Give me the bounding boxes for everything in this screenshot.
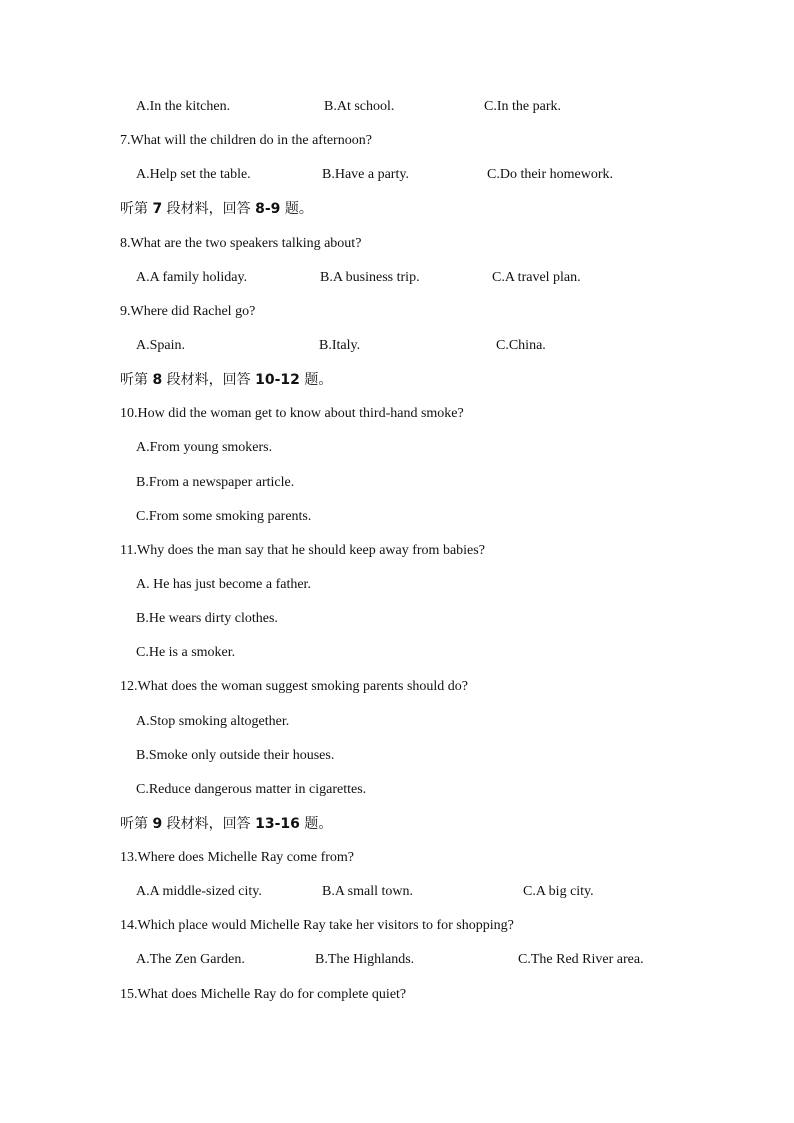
q13-option-b: B.A small town.: [322, 884, 414, 899]
question-12: 12.What does the woman suggest smoking parents should do?: [120, 679, 469, 694]
q14-option-c: C.The Red River area.: [518, 952, 644, 967]
q12-option-a: A.Stop smoking altogether.: [136, 714, 290, 729]
question-8: 8.What are the two speakers talking about?: [120, 236, 362, 251]
section-header-9: 听第 9 段材料，回答 13-16 题。: [120, 816, 333, 832]
q8-option-a: A.A family holiday.: [136, 270, 248, 285]
q6-option-b: B.At school.: [324, 99, 395, 114]
q13-option-c: C.A big city.: [523, 884, 594, 899]
q7-option-c: C.Do their homework.: [487, 167, 613, 182]
q6-option-a: A.In the kitchen.: [136, 99, 231, 114]
question-9: 9.Where did Rachel go?: [120, 304, 256, 319]
q10-option-b: B.From a newspaper article.: [136, 475, 295, 490]
q10-option-a: A.From young smokers.: [136, 440, 273, 455]
q7-option-a: A.Help set the table.: [136, 167, 251, 182]
q6-option-c: C.In the park.: [484, 99, 561, 114]
q12-option-b: B.Smoke only outside their houses.: [136, 748, 335, 763]
q11-option-a: A. He has just become a father.: [136, 577, 311, 592]
q8-option-c: C.A travel plan.: [492, 270, 581, 285]
q14-option-a: A.The Zen Garden.: [136, 952, 245, 967]
q14-option-b: B.The Highlands.: [315, 952, 415, 967]
q10-option-c: C.From some smoking parents.: [136, 509, 312, 524]
question-13: 13.Where does Michelle Ray come from?: [120, 850, 355, 865]
q8-option-b: B.A business trip.: [320, 270, 420, 285]
q11-option-b: B.He wears dirty clothes.: [136, 611, 278, 626]
q7-option-b: B.Have a party.: [322, 167, 409, 182]
q9-option-a: A.Spain.: [136, 338, 185, 353]
question-10: 10.How did the woman get to know about third-hand smoke?: [120, 406, 464, 421]
section-header-8: 听第 8 段材料，回答 10-12 题。: [120, 372, 333, 388]
q9-option-b: B.Italy.: [319, 338, 361, 353]
q13-option-a: A.A middle-sized city.: [136, 884, 262, 899]
question-7: 7.What will the children do in the afternoon?: [120, 133, 372, 148]
question-14: 14.Which place would Michelle Ray take her visitors to for shopping?: [120, 918, 514, 933]
q12-option-c: C.Reduce dangerous matter in cigarettes.: [136, 782, 367, 797]
question-15: 15.What does Michelle Ray do for complete quiet?: [120, 987, 407, 1002]
question-11: 11.Why does the man say that he should keep away from babies?: [120, 543, 485, 558]
q11-option-c: C.He is a smoker.: [136, 645, 236, 660]
section-header-7: 听第 7 段材料，回答 8-9 题。: [120, 201, 313, 217]
q9-option-c: C.China.: [496, 338, 546, 353]
